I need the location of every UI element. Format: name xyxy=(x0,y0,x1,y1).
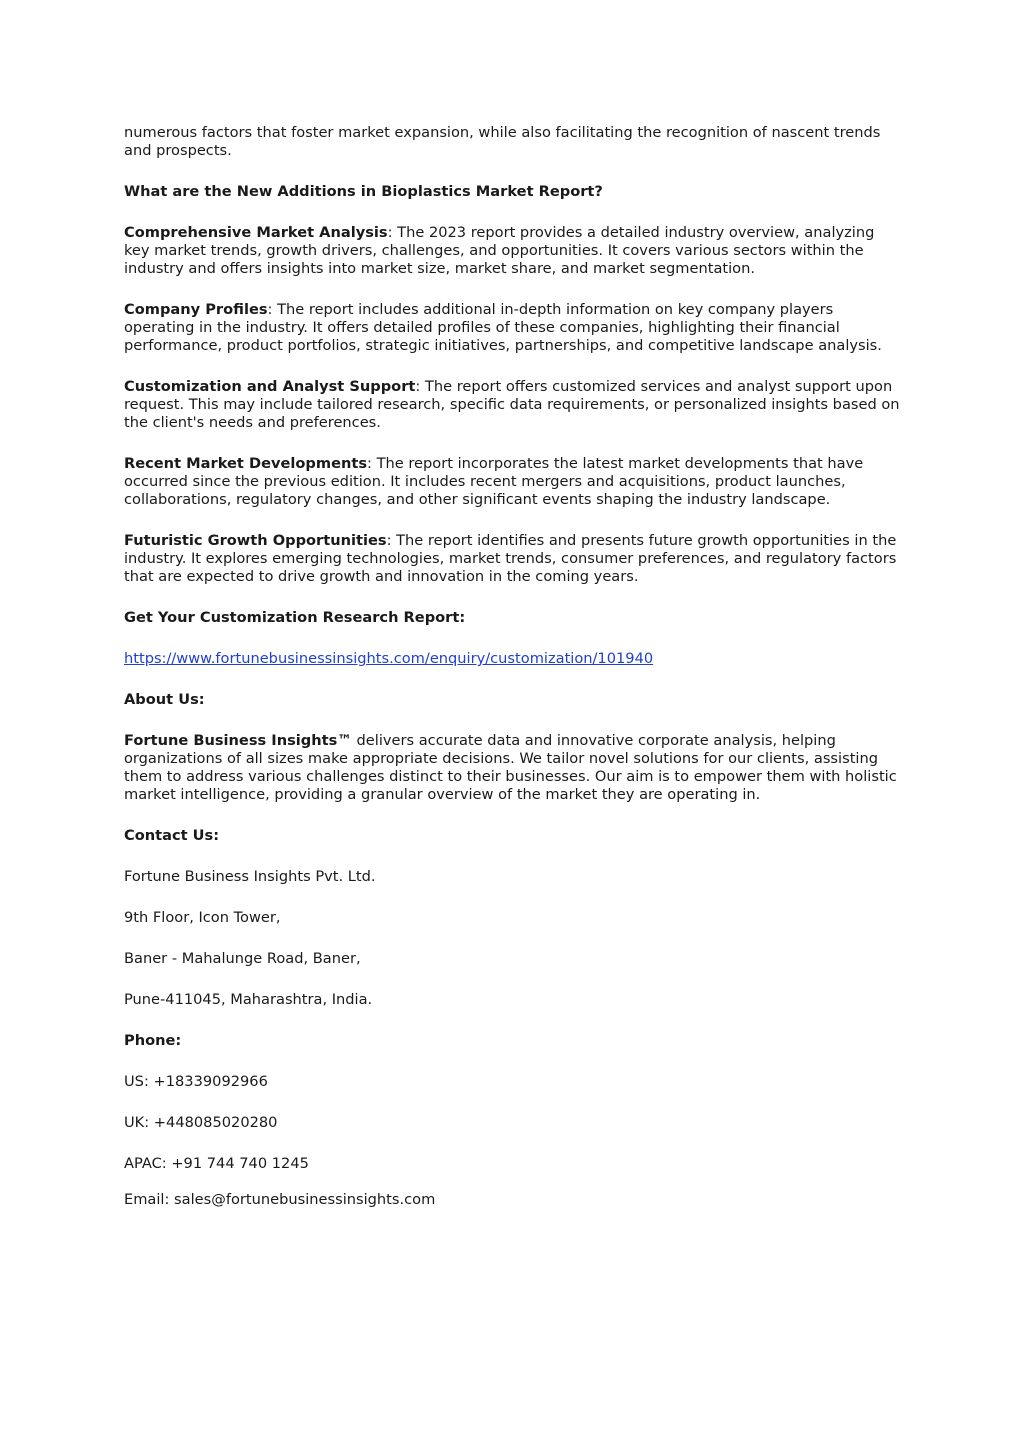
new-additions-heading: What are the New Additions in Bioplastics Market Report? xyxy=(124,183,603,200)
address-line-road: Baner - Mahalunge Road, Baner, xyxy=(124,950,361,967)
address-line-city: Pune-411045, Maharashtra, India. xyxy=(124,991,373,1008)
additions-item-title: Comprehensive Market Analysis xyxy=(124,224,388,241)
additions-item-market-analysis xyxy=(124,224,904,278)
customization-link[interactable]: https://www.fortunebusinessinsights.com/enquiry/customization/101940 xyxy=(124,650,654,667)
phone-apac: APAC: +91 744 740 1245 xyxy=(124,1155,309,1172)
additions-item-title: Recent Market Developments xyxy=(124,455,368,472)
contact-heading: Contact Us: xyxy=(124,827,220,844)
about-text: delivers accurate data and innovative corporate analysis, helping organizations of all sizes make appropriate decisions. We tailor novel solutions for our clients, assisting them to address various challenges distinct to their businesses. Our aim is to empower them with holistic market intelligence, providing a granular overview of the market they are operating in. xyxy=(124,732,897,803)
additions-item-text: : The report includes additional in-depth information on key company players operating in the industry. It offers detailed profiles of these companies, highlighting their financial performance, product portfolios, strategic initiatives, partnerships, and competitive landscape analysis. xyxy=(124,301,882,354)
additions-item-title: Customization and Analyst Support xyxy=(124,378,416,395)
phone-heading: Phone: xyxy=(124,1032,182,1049)
phone-us: US: +18339092966 xyxy=(124,1073,268,1090)
contact-email: Email: sales@fortunebusinessinsights.com xyxy=(124,1191,436,1208)
additions-item-title: Futuristic Growth Opportunities xyxy=(124,532,387,549)
intro-paragraph: numerous factors that foster market expansion, while also facilitating the recognition of nascent trends and prospects. xyxy=(124,124,881,159)
address-line-company: Fortune Business Insights Pvt. Ltd. xyxy=(124,868,376,885)
about-company-name: Fortune Business Insights™ xyxy=(124,732,352,749)
additions-item-text: : The report incorporates the latest market developments that have occurred since the previous edition. It includes recent mergers and acquisitions, product launches, collaborations, regulatory changes, and other significant events shaping the industry landscape. xyxy=(124,455,864,508)
customization-heading: Get Your Customization Research Report: xyxy=(124,609,466,626)
about-heading: About Us: xyxy=(124,691,205,708)
additions-item-company-profiles xyxy=(124,301,904,355)
customization-link-paragraph xyxy=(124,650,904,668)
additions-item-customization-support xyxy=(124,378,904,432)
phone-uk: UK: +448085020280 xyxy=(124,1114,278,1131)
additions-item-recent-developments xyxy=(124,455,904,509)
about-paragraph xyxy=(124,732,904,804)
additions-item-title: Company Profiles xyxy=(124,301,268,318)
additions-item-text: : The 2023 report provides a detailed industry overview, analyzing key market trends, growth drivers, challenges, and opportunities. It covers various sectors within the industry and offers insights into market size, market share, and market segmentation. xyxy=(124,224,875,277)
additions-item-growth-opportunities xyxy=(124,532,904,586)
document-page xyxy=(124,124,904,1232)
additions-item-text: : The report identifies and presents future growth opportunities in the industry. It explores emerging technologies, market trends, consumer preferences, and regulatory factors that are expected to drive growth and innovation in the coming years. xyxy=(124,532,897,585)
address-line-floor: 9th Floor, Icon Tower, xyxy=(124,909,281,926)
additions-item-text: : The report offers customized services and analyst support upon request. This may include tailored research, specific data requirements, or personalized insights based on the client's needs and preferences. xyxy=(124,378,900,431)
